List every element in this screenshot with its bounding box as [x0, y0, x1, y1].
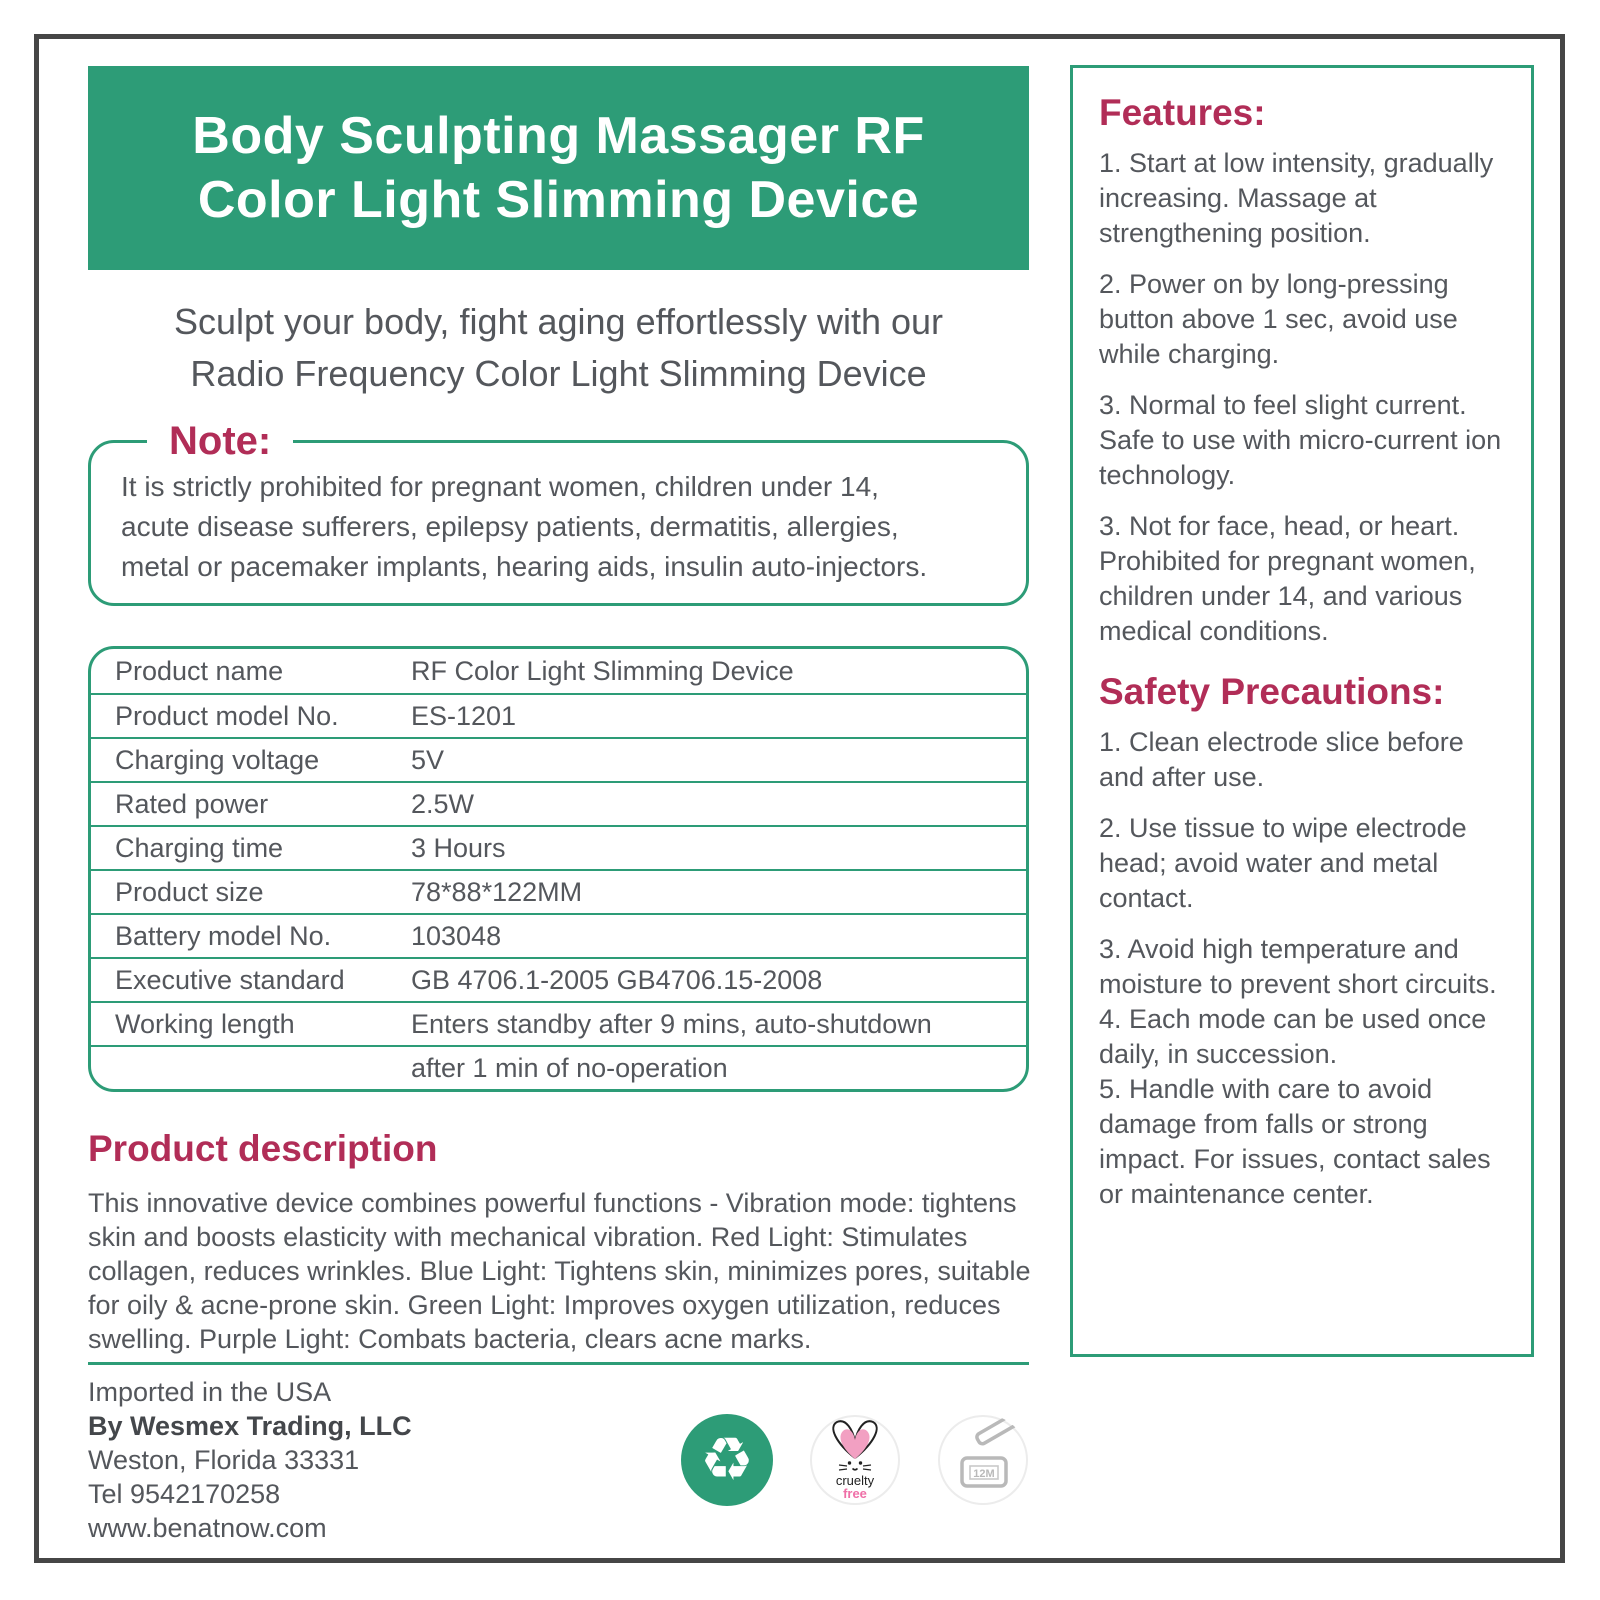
product-subtitle [88, 296, 1029, 400]
note-box [88, 419, 1029, 606]
product-label-page [34, 34, 1565, 1563]
description-line: swelling. Purple Light: Combats bacteria, clears acne marks. [88, 1324, 812, 1354]
spec-label: Executive standard [115, 964, 345, 995]
spec-table [88, 646, 1029, 1092]
description-line: skin and boosts elasticity with mechanical vibration. Red Light: Stimulates [88, 1222, 968, 1252]
safety-item: 5. Handle with care to avoid damage from falls or strong impact. For issues, contact sales or maintenance center. [1099, 1074, 1491, 1209]
importer-name: By Wesmex Trading, LLC [88, 1411, 412, 1441]
description-line: collagen, reduces wrinkles. Blue Light: Tightens skin, minimizes pores, suitable [88, 1256, 1031, 1286]
spec-label: Rated power [115, 788, 269, 819]
cruelty-free-icon [809, 1414, 901, 1506]
importer-phone: Tel 9542170258 [88, 1479, 281, 1509]
safety-item: 2. Use tissue to wipe electrode head; avoid water and metal contact. [1099, 813, 1467, 913]
table-row [91, 913, 1026, 957]
certification-icons [681, 1414, 1029, 1506]
spec-label: Charging voltage [115, 744, 320, 775]
spec-value: 78*88*122MM [411, 876, 583, 907]
period-after-opening-icon [937, 1414, 1029, 1506]
table-row [91, 649, 1026, 693]
feature-item: 3. Normal to feel slight current. Safe to use with micro-current ion technology. [1099, 390, 1502, 490]
spec-label: Product size [115, 876, 264, 907]
svg-text:free: free [843, 1486, 867, 1501]
spec-value: 5V [411, 744, 445, 775]
subtitle-line2: Radio Frequency Color Light Slimming Device [190, 353, 927, 394]
footer-divider [88, 1362, 1029, 1365]
product-description-heading: Product description [88, 1128, 438, 1169]
spec-value: Enters standby after 9 mins, auto-shutdown [411, 1008, 932, 1039]
importer-info [88, 1375, 681, 1545]
spec-value: after 1 min of no-operation [411, 1052, 728, 1083]
sidebar [1070, 65, 1534, 1357]
feature-item: 2. Power on by long-pressing button above 1 sec, avoid use while charging. [1099, 269, 1458, 369]
description-line: for oily & acne-prone skin. Green Light: Improves oxygen utilization, reduces [88, 1290, 1001, 1320]
table-row [91, 825, 1026, 869]
importer-website: www.benatnow.com [88, 1513, 327, 1543]
subtitle-line1: Sculpt your body, fight aging effortlessly with our [173, 301, 944, 342]
features-heading: Features: [1099, 92, 1266, 133]
spec-value: RF Color Light Slimming Device [411, 655, 794, 686]
safety-item: 4. Each mode can be used once daily, in succession. [1099, 1004, 1487, 1069]
table-row [91, 1001, 1026, 1045]
table-row [91, 957, 1026, 1001]
spec-label: Working length [115, 1008, 295, 1039]
table-row [91, 693, 1026, 737]
svg-text:cruelty: cruelty [835, 1473, 875, 1488]
spec-value: 103048 [411, 920, 502, 951]
note-line: metal or pacemaker implants, hearing aids, insulin auto-injectors. [121, 551, 928, 582]
note-heading: Note: [147, 417, 293, 465]
spec-label: Battery model No. [115, 920, 332, 951]
recycle-icon [681, 1414, 773, 1506]
spec-value: ES-1201 [411, 700, 517, 731]
footer [88, 1375, 1029, 1545]
spec-label: Product name [115, 655, 284, 686]
svg-text:12M: 12M [973, 1468, 995, 1480]
feature-item: 1. Start at low intensity, gradually increasing. Massage at strengthening position. [1099, 148, 1494, 248]
product-description-section [88, 1128, 1029, 1356]
description-line: This innovative device combines powerful functions - Vibration mode: tightens [88, 1188, 1017, 1218]
page-title-line1: Body Sculpting Massager RF [192, 107, 925, 165]
safety-precautions-heading: Safety Precautions: [1099, 671, 1445, 712]
recycle-glyph: ♻ [700, 1425, 754, 1495]
note-line: acute disease sufferers, epilepsy patients, dermatitis, allergies, [121, 511, 899, 542]
page-title-line2: Color Light Slimming Device [197, 171, 920, 229]
note-line: It is strictly prohibited for pregnant women, children under 14, [121, 471, 879, 502]
spec-value: GB 4706.1-2005 GB4706.15-2008 [411, 964, 823, 995]
spec-value: 3 Hours [411, 832, 506, 863]
main-column [88, 66, 1029, 1545]
feature-item: 3. Not for face, head, or heart. Prohibited for pregnant women, children under 14, and various medical conditions. [1099, 511, 1476, 646]
spec-label: Product model No. [115, 700, 339, 731]
table-row [91, 781, 1026, 825]
safety-item: 1. Clean electrode slice before and after use. [1099, 727, 1464, 792]
importer-address: Weston, Florida 33331 [88, 1445, 360, 1475]
product-title-banner [88, 66, 1029, 270]
spec-value: 2.5W [411, 788, 475, 819]
safety-item: 3. Avoid high temperature and moisture to prevent short circuits. [1099, 934, 1497, 999]
spec-label: Charging time [115, 832, 284, 863]
table-row [91, 737, 1026, 781]
table-row [91, 1045, 1026, 1089]
table-row [91, 869, 1026, 913]
footer-line: Imported in the USA [88, 1377, 332, 1407]
